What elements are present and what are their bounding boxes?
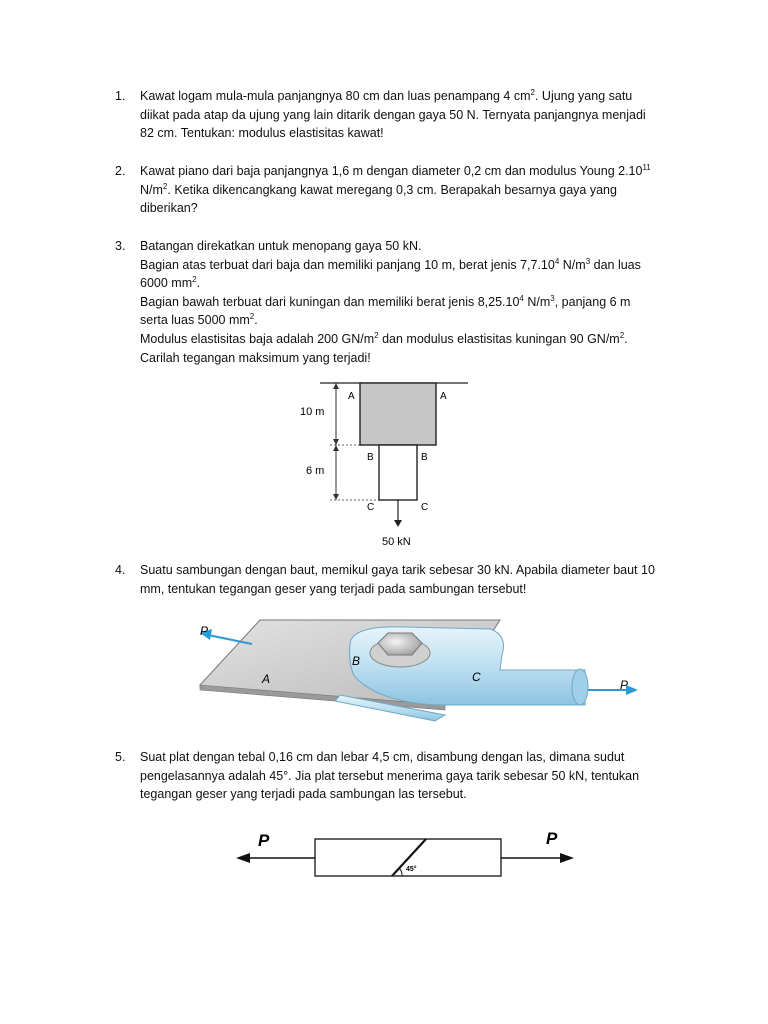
question-number: 3. xyxy=(115,239,126,253)
label-c-left: C xyxy=(367,502,375,513)
question-text xyxy=(140,561,685,598)
question-number: 1. xyxy=(115,89,126,103)
question-text xyxy=(140,748,685,804)
text-line: Bagian atas terbuat dari baja dan memiliki panjang 10 m, berat jenis 7,7.10$^4$ $N/m^3$ dan luas xyxy=(140,256,641,272)
label-a: A xyxy=(262,672,271,686)
load-label: 50 kN xyxy=(382,536,411,548)
label-a-left: A xyxy=(348,391,355,402)
text-line: pengelasannya adalah 45°. Jia plat tersebut menerima gaya tarik sebesar 50 kN, tentukan xyxy=(140,768,640,783)
superscript: 2 xyxy=(530,88,535,97)
question-text xyxy=(140,162,685,218)
text-line: diberikan? xyxy=(140,201,198,216)
composite-bar-diagram xyxy=(290,375,480,555)
label-p-left: P xyxy=(200,624,209,638)
superscript: 4 xyxy=(519,293,524,303)
text-line: Kawat logam mula-mula panjangnya 80 cm dan luas penampang 4 $cm^2$. Ujung yang satu xyxy=(140,88,633,103)
text-line: diikat pada atap da ujung yang lain ditarik dengan gaya 50 N. Ternyata panjangnya menjadi xyxy=(140,107,646,122)
welded-plate-diagram xyxy=(230,822,580,888)
question-number: 4. xyxy=(115,563,126,577)
label-b: B xyxy=(352,654,361,668)
text-line: 6000 $mm^2$. xyxy=(140,275,201,291)
brass-segment xyxy=(379,445,417,500)
steel-segment xyxy=(360,383,436,445)
question-number: 5. xyxy=(115,750,126,764)
text-line: $N/m^2$. Ketika dikencangkang kawat meregang 0,3 cm. Berapakah besarnya gaya yang xyxy=(140,181,617,197)
label-a-right: A xyxy=(440,391,447,402)
superscript: 2 xyxy=(192,275,197,285)
question-text xyxy=(140,237,685,367)
text-line: mm, tentukan tegangan geser yang terjadi pada sambungan tersebut! xyxy=(140,581,527,596)
text-line: Kawat piano dari baja panjangnya 1,6 m dengan diameter 0,2 cm dan modulus Young 2.10$^{11}$ xyxy=(140,163,651,178)
label-b-left: B xyxy=(367,452,374,463)
text-line: serta luas 5000 $mm^2$. xyxy=(140,312,258,328)
text-line: Batangan direkatkan untuk menopang gaya 50 kN. xyxy=(140,239,422,253)
dim-upper-label: 10 m xyxy=(300,406,325,418)
superscript: 2 xyxy=(249,312,255,322)
question-number: 2. xyxy=(115,164,126,178)
label-b-right: B xyxy=(421,452,428,463)
text-line: Suat plat dengan tebal 0,16 cm dan lebar 4,5 cm, disambung dengan las, dimana sudut xyxy=(140,750,625,764)
dim-lower-label: 6 m xyxy=(306,465,325,477)
angle-label: 45° xyxy=(406,866,417,873)
label-p-left: P xyxy=(258,831,270,850)
superscript: 2 xyxy=(619,330,625,340)
label-c: C xyxy=(472,670,481,684)
label-c-right: C xyxy=(421,502,429,513)
bolted-joint-diagram xyxy=(190,615,650,730)
superscript: 4 xyxy=(554,256,560,266)
text-line: Bagian bawah terbuat dari kuningan dan memiliki berat jenis 8,25.10$^4$ $N/m^3$, panjang 6 m xyxy=(140,293,631,309)
superscript: 3 xyxy=(550,293,555,303)
text-line: Modulus elastisitas baja adalah 200 $GN/m^2$ dan modulus elastisitas kuningan 90 $GN/m^2$. xyxy=(140,330,628,346)
text-line: tegangan geser yang terjadi pada sambungan las tersebut. xyxy=(140,787,467,802)
superscript: 2 xyxy=(374,330,379,340)
superscript: 3 xyxy=(585,256,591,266)
text-line: 82 cm. Tentukan: modulus elastisitas kawat! xyxy=(140,126,384,141)
question-text xyxy=(140,87,685,143)
superscript: 2 xyxy=(162,181,168,191)
label-p-right: P xyxy=(620,678,629,692)
text-line: Suatu sambungan dengan baut, memikul gaya tarik sebesar 30 kN. Apabila diameter baut 10 xyxy=(140,563,655,577)
label-p-right: P xyxy=(546,829,558,848)
text-line: Carilah tegangan maksimum yang terjadi! xyxy=(140,350,371,365)
superscript: 11 xyxy=(642,163,651,172)
